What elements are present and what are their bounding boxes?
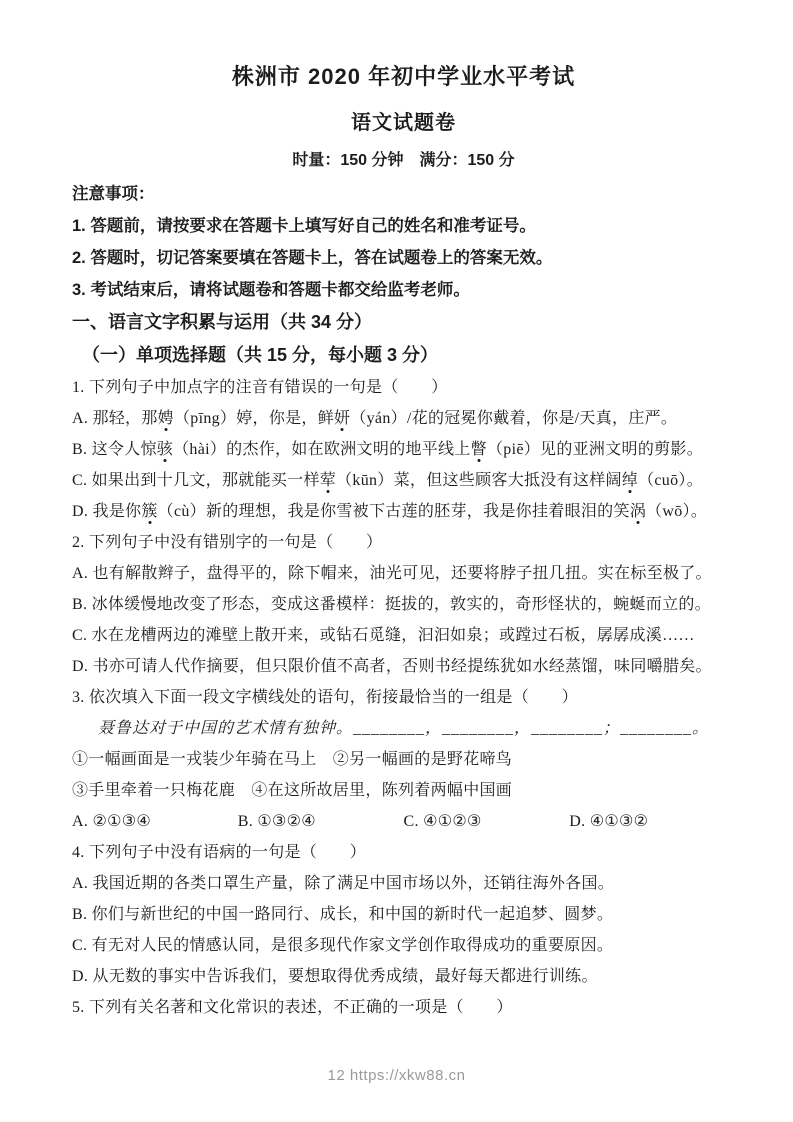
emphasis-dotted-char: 妍	[334, 410, 351, 427]
question-3-sentence-line-2: ③手里牵着一只梅花鹿 ④在这所故居里，陈列着两幅中国画	[72, 782, 513, 799]
question-3-option-b: B. ①③②④	[237, 813, 316, 830]
question-4-option-a: A. 我国近期的各类口罩生产量，除了满足中国市场以外，还销往海外各国。	[72, 875, 615, 892]
question-3-option-a: A. ②①③④	[72, 813, 152, 830]
emphasis-dotted-char: 荤	[319, 472, 337, 489]
question-2-stem: 2. 下列句子中没有错别字的一句是（ ）	[72, 534, 383, 551]
notices-heading: 注意事项：	[72, 185, 155, 203]
question-1-option-b: B. 这令人惊骇（hài）的杰作，如在欧洲文明的地平线上瞥（piē）见的亚洲文明的剪影。	[72, 441, 704, 458]
notice-item-2: 2. 答题时，切记答案要填在答题卡上，答在试题卷上的答案无效。	[72, 249, 553, 267]
question-2-option-c: C. 水在龙槽两边的滩壁上散开来，或钻石觅缝，汩汩如泉；或蹚过石板，孱孱成溪……	[72, 627, 695, 644]
question-4-option-d: D. 从无数的事实中告诉我们，要想取得优秀成绩，最好每天都进行训练。	[72, 968, 598, 985]
footer-watermark: 12 https://xkw88.cn	[327, 1067, 466, 1084]
page-title: 株洲市 2020 年初中学业水平考试	[231, 64, 576, 89]
page-subtitle: 语文试题卷	[351, 112, 456, 134]
exam-meta: 时量：150 分钟 满分：150 分	[292, 152, 515, 169]
question-3-option-d: D. ④①③②	[569, 813, 649, 830]
question-4-stem: 4. 下列句子中没有语病的一句是（ ）	[72, 844, 367, 861]
question-5	[72, 992, 735, 1023]
question-2	[72, 527, 735, 682]
notice-item-1: 1. 答题前，请按要求在答题卡上填写好自己的姓名和准考证号。	[72, 217, 536, 235]
question-1-option-c: C. 如果出到十几文，那就能买一样荤（kūn）菜，但这些顾客大抵没有这样阔绰（cuō）。	[72, 472, 704, 489]
question-1-stem: 1. 下列句子中加点字的注音有错误的一句是（ ）	[72, 379, 448, 396]
question-1	[72, 372, 735, 527]
question-1-option-d: D. 我是你簇（cù）新的理想，我是你雪被下古莲的胚芽，我是你挂着眼泪的笑涡（wō）。	[72, 503, 708, 520]
question-4-option-c: C. 有无对人民的情感认同，是很多现代作家文学创作取得成功的重要原因。	[72, 937, 614, 954]
emphasis-dotted-char: 娉	[157, 410, 174, 427]
notice-item-3: 3. 考试结束后，请将试题卷和答题卡都交给监考老师。	[72, 281, 470, 299]
question-4	[72, 837, 735, 992]
emphasis-dotted-char: 簇	[141, 503, 158, 520]
question-3	[72, 682, 735, 837]
question-3-sentence-line-1: ①一幅画面是一戎装少年骑在马上 ②另一幅画的是野花啼鸟	[72, 751, 513, 768]
emphasis-dotted-char: 骇	[156, 441, 174, 458]
emphasis-dotted-char: 瞥	[470, 441, 487, 458]
question-5-stem: 5. 下列有关名著和文化常识的表述，不正确的一项是（ ）	[72, 999, 513, 1016]
notices-block	[72, 178, 735, 306]
question-4-option-b: B. 你们与新世纪的中国一路同行、成长，和中国的新时代一起追梦、圆梦。	[72, 906, 614, 923]
question-2-option-a: A. 也有解散辫子，盘得平的，除下帽来，油光可见，还要将脖子扭几扭。实在标至极了。	[72, 565, 712, 582]
question-2-option-b: B. 冰体缓慢地改变了形态，变成这番模样：挺拔的，敦实的，奇形怪状的，蜿蜒而立的。	[72, 596, 711, 613]
question-3-quote: 聂鲁达对于中国的艺术情有独钟。________，________，________；________。	[98, 720, 710, 737]
emphasis-dotted-char: 绰	[621, 472, 639, 489]
section-heading-part1: 一、语言文字积累与运用（共 34 分）	[72, 312, 373, 332]
question-3-option-c: C. ④①②③	[403, 813, 482, 830]
subsection-heading-choice: （一）单项选择题（共 15 分，每小题 3 分）	[82, 345, 439, 365]
question-3-stem: 3. 依次填入下面一段文字横线处的语句，衔接最恰当的一组是（ ）	[72, 689, 578, 706]
question-3-options-row	[72, 806, 735, 837]
emphasis-dotted-char: 涡	[629, 503, 647, 520]
question-2-option-d: D. 书亦可请人代作摘要，但只限价值不高者，否则书经提练犹如水经蒸馏，味同嚼腊矣。	[72, 658, 712, 675]
question-1-option-a: A. 那轻，那娉（pīng）婷，你是，鲜妍（yán）/花的冠冕你戴着，你是/天真，庄严。	[72, 410, 678, 427]
